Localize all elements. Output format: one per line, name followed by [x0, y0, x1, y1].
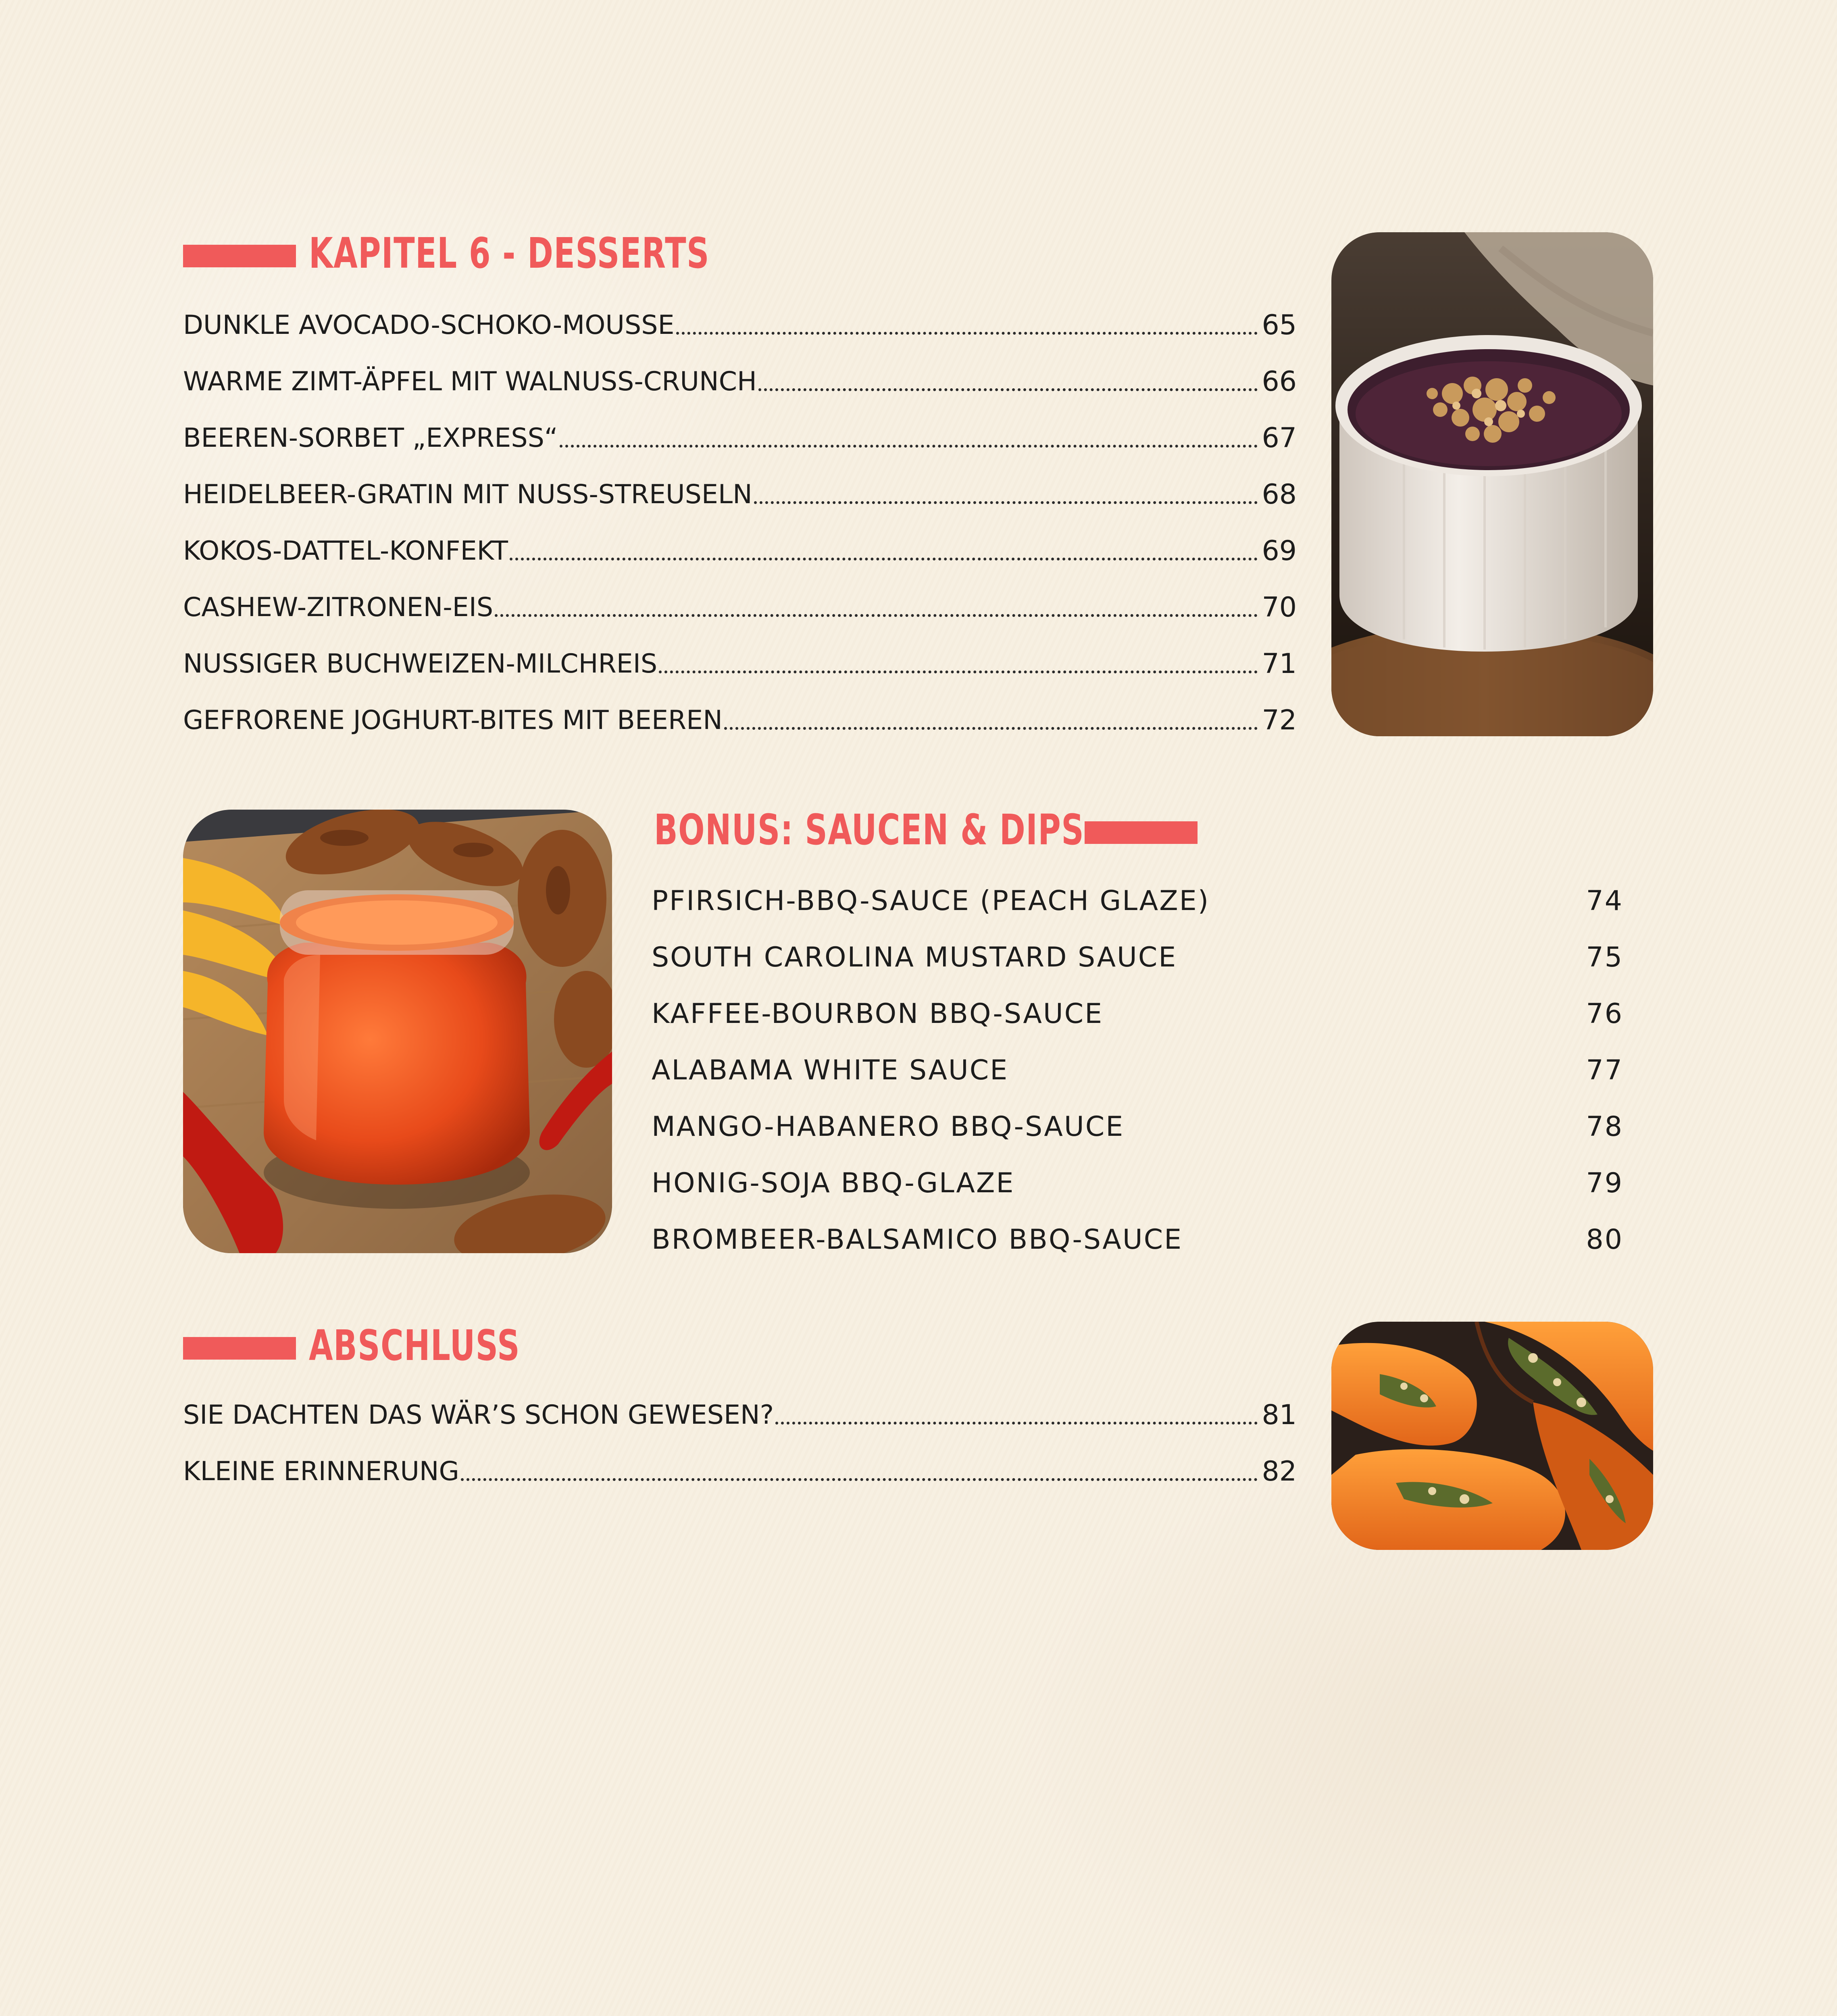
toc-entry[interactable]	[652, 879, 1623, 919]
dot-leader	[775, 1422, 1258, 1425]
toc-entry-page: 77	[1586, 1054, 1623, 1086]
toc-entry[interactable]	[183, 1450, 1297, 1490]
heading-accent-bar	[183, 245, 296, 267]
toc-entry[interactable]	[183, 303, 1297, 344]
toc-entry[interactable]	[652, 935, 1623, 976]
toc-entry-page: 75	[1586, 941, 1623, 973]
toc-entry-page: 82	[1262, 1456, 1297, 1487]
toc-entry-title: PFIRSICH-BBQ-SAUCE (PEACH GLAZE)	[652, 885, 1210, 917]
toc-entry-page: 71	[1262, 648, 1297, 680]
toc-entry[interactable]	[652, 1048, 1623, 1089]
toc-entry[interactable]	[183, 416, 1297, 456]
toc-entry-page: 81	[1262, 1399, 1297, 1431]
toc-entry-title: KAFFEE-BOURBON BBQ-SAUCE	[652, 998, 1104, 1030]
dot-leader	[510, 558, 1258, 560]
toc-entry-page: 68	[1262, 479, 1297, 510]
toc-entry[interactable]	[183, 642, 1297, 682]
toc-entry-title: DUNKLE AVOCADO-SCHOKO-MOUSSE	[183, 310, 675, 340]
berry-crumble-photo	[1331, 232, 1653, 736]
dot-leader	[461, 1478, 1258, 1481]
toc-entry-page: 69	[1262, 535, 1297, 567]
toc-entry-page: 79	[1586, 1167, 1623, 1199]
toc-entry-page: 74	[1586, 885, 1623, 917]
section-heading-abschluss: ABSCHLUSS	[309, 1321, 521, 1370]
toc-entry[interactable]	[183, 473, 1297, 513]
toc-entry-page: 67	[1262, 422, 1297, 454]
toc-entry-title: CASHEW-ZITRONEN-EIS	[183, 592, 494, 623]
toc-entry-title: SOUTH CAROLINA MUSTARD SAUCE	[652, 941, 1177, 973]
toc-entry[interactable]	[652, 1161, 1623, 1202]
toc-entry-page: 72	[1262, 704, 1297, 736]
dot-leader	[676, 332, 1258, 335]
toc-entry-title: WARME ZIMT-ÄPFEL MIT WALNUSS-CRUNCH	[183, 367, 757, 397]
toc-entry-title: SIE DACHTEN DAS WÄR’S SCHON GEWESEN?	[183, 1400, 774, 1430]
toc-entry-page: 78	[1586, 1111, 1623, 1143]
toc-entry[interactable]	[183, 698, 1297, 739]
toc-entry[interactable]	[183, 1393, 1297, 1433]
toc-entry-title: NUSSIGER BUCHWEIZEN-MILCHREIS	[183, 649, 658, 679]
heading-accent-bar	[183, 1337, 296, 1360]
toc-entry-title: HONIG-SOJA BBQ-GLAZE	[652, 1167, 1015, 1199]
toc-entry[interactable]	[183, 529, 1297, 569]
dot-leader	[754, 501, 1258, 504]
toc-entry[interactable]	[652, 1105, 1623, 1145]
dot-leader	[758, 388, 1258, 391]
toc-entry-title: KOKOS-DATTEL-KONFEKT	[183, 536, 508, 566]
dot-leader	[724, 727, 1258, 730]
toc-entry-page: 65	[1262, 309, 1297, 341]
toc-entry-title: MANGO-HABANERO BBQ-SAUCE	[652, 1111, 1125, 1143]
sweet-potato-photo	[1331, 1322, 1653, 1550]
toc-entry-page: 80	[1586, 1224, 1623, 1256]
toc-entry[interactable]	[183, 360, 1297, 400]
section-heading-bonus: BONUS: SAUCEN & DIPS	[654, 805, 1085, 854]
toc-entry-title: KLEINE ERINNERUNG	[183, 1456, 459, 1487]
sauce-jar-photo	[183, 810, 612, 1253]
toc-entry[interactable]	[183, 585, 1297, 626]
heading-accent-bar	[1085, 821, 1198, 844]
section-heading-desserts: KAPITEL 6 - DESSERTS	[309, 229, 710, 278]
toc-entry-page: 76	[1586, 998, 1623, 1030]
toc-entry-title: ALABAMA WHITE SAUCE	[652, 1054, 1009, 1086]
dot-leader	[560, 445, 1258, 448]
toc-entry[interactable]	[652, 992, 1623, 1032]
toc-entry-page: 70	[1262, 591, 1297, 623]
toc-entry[interactable]	[652, 1218, 1623, 1258]
toc-entry-title: HEIDELBEER-GRATIN MIT NUSS-STREUSELN	[183, 479, 752, 510]
toc-entry-title: GEFRORENE JOGHURT-BITES MIT BEEREN	[183, 705, 723, 735]
dot-leader	[495, 614, 1258, 617]
dot-leader	[659, 671, 1258, 673]
toc-entry-page: 66	[1262, 366, 1297, 398]
toc-entry-title: BROMBEER-BALSAMICO BBQ-SAUCE	[652, 1224, 1183, 1256]
toc-entry-title: BEEREN-SORBET „EXPRESS“	[183, 423, 558, 453]
